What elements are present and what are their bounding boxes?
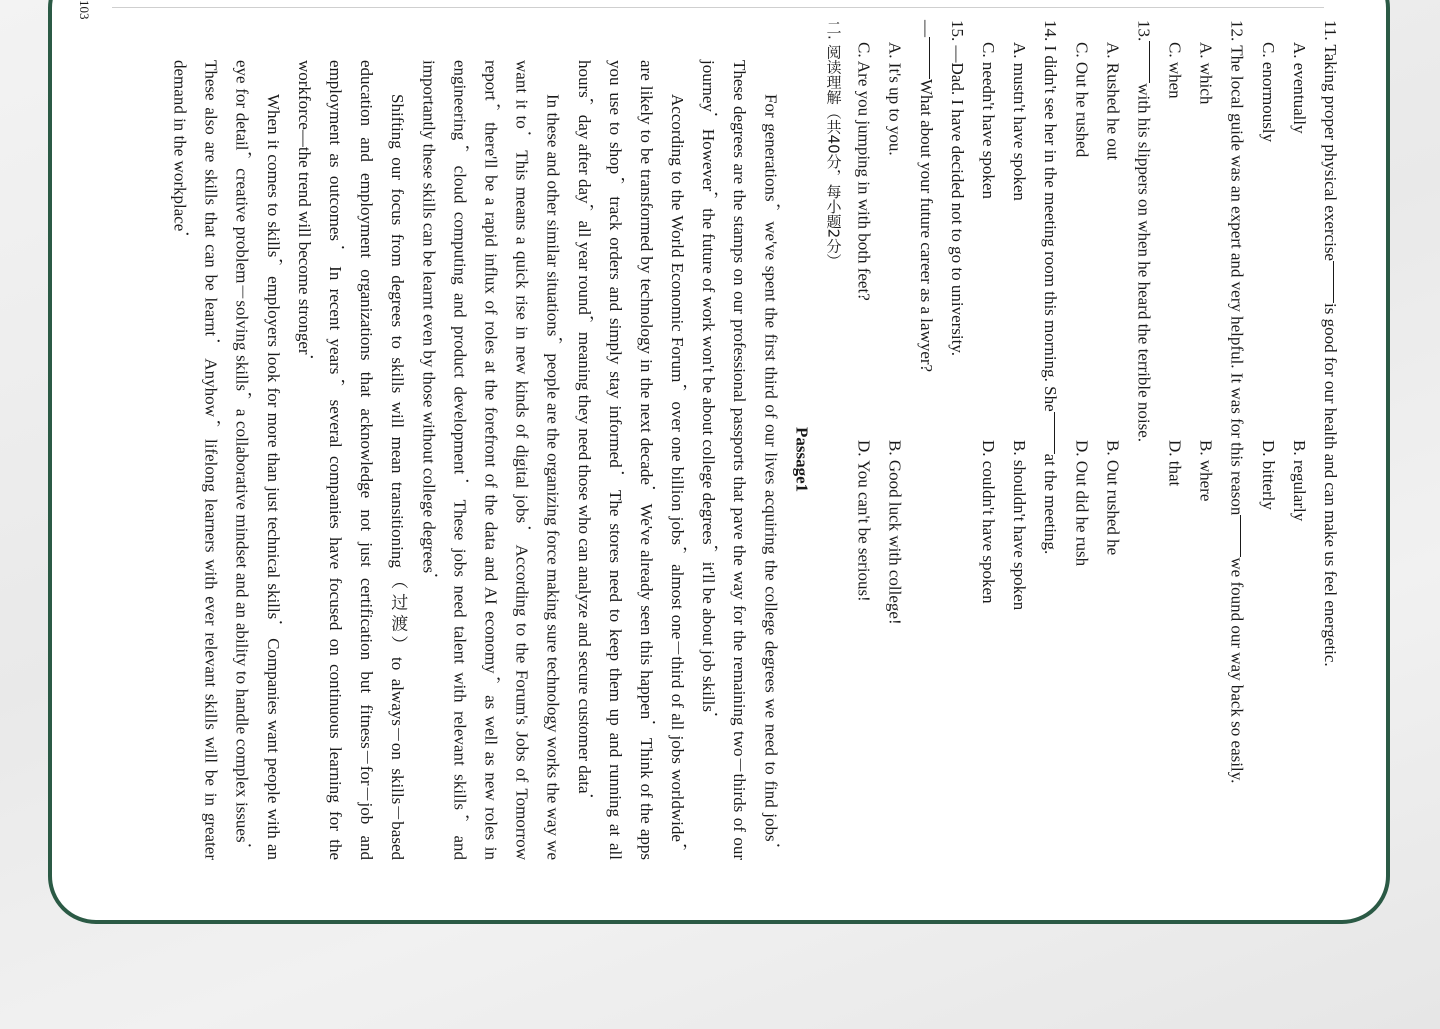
option-d: D. bitterly	[1258, 440, 1278, 510]
question-stem: 15. —Dad. I have decided not to go to university.	[947, 20, 967, 356]
option-a: A. mustn't have spoken	[1010, 42, 1030, 201]
options-row	[849, 20, 880, 900]
passage-title: Passage1	[792, 427, 812, 493]
question-stem-end: is good for our health and can make us feel energetic.	[1321, 302, 1340, 667]
question-stem: 11. Taking proper physical exercise	[1321, 20, 1340, 261]
option-d: D. that	[1165, 440, 1185, 487]
options-row	[880, 20, 911, 900]
options-row	[1004, 20, 1035, 900]
question-stem-end: at the meeting.	[1041, 453, 1061, 555]
passage-paragraph: For generations，we've spent the first third of our lives acquiring the college degrees we need to find jobs．These degrees are the stamps on our professional passports that pave the way for the remaining two－thirds of our journey．However，the future of work won't be about college degrees，it'll be about job skills．	[699, 60, 781, 860]
question-stem-end: we found our way back so easily.	[1227, 557, 1247, 784]
question-13	[1128, 20, 1159, 900]
option-b: B. shouldn't have spoken	[1010, 440, 1030, 611]
passage-paragraph: When it comes to skills，employers look for more than just technical skills．Companies want people with an eye for detail，creative problem－solving skills，a collaborative mindset and an ability to handle complex issues．These also are skills that can be learnt．Anyhow，lifelong learners with ever relevant skills will be in greater demand in the workplace．	[170, 60, 283, 860]
question-stem-end: with his slippers on when he heard the terrible noise.	[1134, 83, 1154, 443]
option-d: D. couldn't have spoken	[978, 440, 998, 604]
options-row	[973, 20, 1004, 900]
passage-paragraph: In these and other similar situations，people are the organizing force making sure technology works the way we want it to．This means a quick rise in new kinds of digital jobs．According to the Forum's Jobs of Tomorrow report，there'll be a rapid influx of roles at the forefront of the data and AI economy，as well as new roles in engineering，cloud computing and product development．These jobs need talent with relevant skills，and importantly these skills can be learnt even by those without college degrees．	[419, 60, 563, 860]
options-row	[1191, 20, 1222, 900]
question-15-reply	[911, 20, 942, 900]
worksheet-content	[164, 20, 1346, 900]
passage-paragraph: According to the World Economic Forum，over one billion jobs，almost one－third of all jobs worldwide，are likely to be transformed by technology in the next decade．We've already seen this happen．Think of the apps you use to shop，track orders and simply stay informed．The stores need to keep them up and running at all hours，day after day，all year round，meaning they need those who can analyze and secure customer data．	[574, 60, 688, 860]
option-a: A. It's up to you.	[885, 42, 905, 156]
options-row	[1097, 20, 1128, 900]
option-b: B. regularly	[1289, 440, 1309, 522]
page-number: 103	[77, 0, 92, 20]
option-b: B. Good luck with college!	[885, 440, 905, 625]
option-c: C. enormously	[1258, 42, 1278, 143]
option-d: D. Out did he rush	[1072, 440, 1092, 567]
question-stem: 12. The local guide was an expert and very helpful. It was for this reason	[1227, 20, 1247, 516]
passage-paragraph: Shifting our focus from degrees to skills will mean transitioning（过渡）to always－on skills－based education and employment organizations that acknowledge not just certification but fitness－for－job and employment as outcomes．In recent years，several companies have focused on continuous learning for the workforce—the trend will become stronger．	[294, 60, 408, 860]
answer-blank	[1054, 412, 1055, 454]
option-b: B. Out rushed he	[1103, 440, 1123, 556]
question-12	[1222, 20, 1253, 900]
option-b: B. where	[1196, 440, 1216, 502]
question-15	[942, 20, 973, 900]
options-row	[1066, 20, 1097, 900]
answer-blank	[1240, 515, 1241, 557]
answer-blank	[1333, 261, 1334, 303]
question-stem: 14. I didn't see her in the meeting room this morning. She	[1041, 20, 1061, 412]
options-row	[1253, 20, 1284, 900]
options-row	[1159, 20, 1190, 900]
dash: —	[916, 20, 936, 37]
section-heading: 二. 阅读理解（共40分，每小题2分）	[824, 20, 843, 269]
option-a: A. Rushed he out	[1103, 42, 1123, 161]
question-stem: 13.	[1134, 20, 1154, 42]
answer-blank	[929, 37, 930, 79]
options-row	[1284, 20, 1315, 900]
option-a: A. eventually	[1289, 42, 1309, 134]
question-11	[1315, 20, 1346, 900]
option-c: C. Out he rushed	[1072, 42, 1092, 158]
header-rule	[112, 0, 1324, 8]
option-c: C. needn't have spoken	[978, 42, 998, 199]
option-d: D. You can't be serious!	[854, 440, 874, 602]
option-c: C. Are you jumping in with both feet?	[854, 42, 874, 301]
option-a: A. which	[1196, 42, 1216, 105]
question-stem-end: What about your future career as a lawyer?	[916, 79, 936, 373]
answer-blank	[1149, 41, 1150, 83]
question-14	[1035, 20, 1066, 900]
option-c: C. when	[1165, 42, 1185, 99]
